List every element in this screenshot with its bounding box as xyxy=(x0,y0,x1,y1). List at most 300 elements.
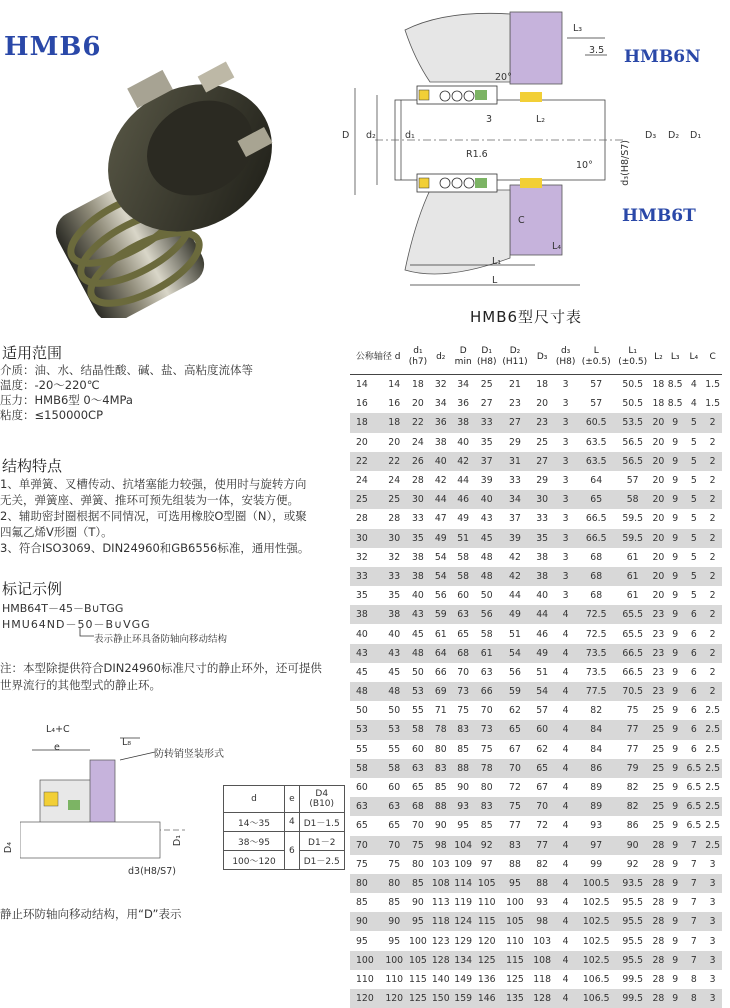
table-cell: 110 xyxy=(385,973,404,985)
table-cell: 3 xyxy=(709,858,716,870)
scope-line: 温度：-20～220℃ xyxy=(0,378,100,392)
table-cell: 58 xyxy=(457,551,470,563)
table-cell: 118 xyxy=(430,912,452,931)
table-cell: 9 xyxy=(666,836,685,855)
table-row xyxy=(350,452,722,471)
table-cell: 54 xyxy=(430,567,452,586)
table-cell: 2 xyxy=(709,590,716,602)
table-cell: 6 xyxy=(690,743,697,755)
table-cell: 6.5 xyxy=(685,797,704,816)
table-cell: 102.5 xyxy=(582,897,610,909)
table-cell: 70 xyxy=(350,836,382,855)
table-cell: 93 xyxy=(536,897,549,909)
table-cell: 8.5 xyxy=(667,379,683,391)
table-cell: 90 xyxy=(457,782,470,794)
table-cell: 100 xyxy=(409,935,427,947)
table-cell: 4 xyxy=(553,912,578,931)
table-cell: 86 xyxy=(626,820,639,832)
table-cell: 68 xyxy=(590,551,603,563)
table-row xyxy=(350,471,722,490)
label-l4-c: L₄+C xyxy=(46,724,70,735)
spec-table-header: C xyxy=(703,340,722,375)
table-cell: 134 xyxy=(452,951,474,970)
table-cell: 35 xyxy=(480,436,493,448)
table-cell: 7 xyxy=(690,858,697,870)
table-cell: 68 xyxy=(452,644,474,663)
table-cell: 2 xyxy=(709,513,716,525)
table-cell: 60 xyxy=(356,782,368,794)
table-cell: 28 xyxy=(411,475,424,487)
features-line: 3、符合ISO3069、DIN24960和GB6556标准，通用性强。 xyxy=(0,541,310,555)
table-cell: 70 xyxy=(382,836,406,855)
table-cell: 72.5 xyxy=(578,605,614,624)
table-cell: 106.5 xyxy=(582,973,610,985)
table-cell: 85 xyxy=(434,782,447,794)
table-row xyxy=(350,529,722,548)
table-cell: 20 xyxy=(652,475,665,487)
table-cell: 55 xyxy=(388,743,401,755)
table-cell: 49 xyxy=(430,529,452,548)
table-cell: 70 xyxy=(411,820,424,832)
table-cell: 50 xyxy=(480,590,493,602)
table-cell: 60.5 xyxy=(578,413,614,432)
table-cell: 64 xyxy=(430,644,452,663)
table-cell: 8.5 xyxy=(667,398,683,410)
table-cell: 50 xyxy=(411,666,424,678)
table-cell: 86 xyxy=(578,759,614,778)
table-cell: 28 xyxy=(652,897,665,909)
table-row xyxy=(350,931,722,950)
table-cell: 50 xyxy=(388,705,401,717)
table-cell: 119 xyxy=(454,897,473,909)
table-row xyxy=(350,989,722,1008)
small-table-cell: 38～95 xyxy=(224,832,285,851)
table-cell: 71 xyxy=(434,705,447,717)
table-cell: 73.5 xyxy=(585,666,607,678)
small-table-cell: 4 xyxy=(285,813,300,832)
table-cell: 77 xyxy=(614,720,650,739)
table-cell: 125 xyxy=(506,973,524,985)
variant-hmb6n: HMB6N xyxy=(624,47,701,67)
table-cell: 3 xyxy=(562,590,569,602)
table-cell: 20 xyxy=(651,567,666,586)
label-3-5: 3.5 xyxy=(589,45,605,56)
table-cell: 95 xyxy=(388,935,401,947)
table-cell: 95.5 xyxy=(622,935,644,947)
table-cell: 55 xyxy=(411,705,424,717)
table-cell: 9 xyxy=(666,413,685,432)
table-row xyxy=(350,586,722,605)
product-photo xyxy=(40,48,290,318)
table-cell: 20 xyxy=(651,490,666,509)
spec-table-header: L₂ xyxy=(651,340,666,375)
table-cell: 118 xyxy=(533,973,551,985)
table-cell: 9 xyxy=(672,782,679,794)
table-cell: 78 xyxy=(430,720,452,739)
table-row xyxy=(350,644,722,663)
table-cell: 18 xyxy=(652,398,665,410)
table-cell: 97 xyxy=(578,836,614,855)
table-cell: 4 xyxy=(553,836,578,855)
table-cell: 66.5 xyxy=(578,529,614,548)
table-cell: 63 xyxy=(350,797,382,816)
table-cell: 48 xyxy=(350,682,382,701)
table-cell: 33 xyxy=(536,513,549,525)
table-cell: 25 xyxy=(480,379,493,391)
table-cell: 9 xyxy=(666,874,685,893)
table-cell: 31 xyxy=(499,452,531,471)
table-row xyxy=(350,836,722,855)
table-cell: 93 xyxy=(590,820,603,832)
table-cell: 80 xyxy=(434,743,447,755)
table-cell: 3 xyxy=(553,490,578,509)
table-cell: 28 xyxy=(651,912,666,931)
spec-table-header: D₂ (H11) xyxy=(499,340,531,375)
table-cell: 20 xyxy=(652,551,665,563)
note-line: 注：本型除提供符合DIN24960标准尺寸的静止环外，还可提供 xyxy=(0,661,322,675)
table-cell: 49 xyxy=(457,513,470,525)
table-cell: 100 xyxy=(506,897,524,909)
table-cell: 2.5 xyxy=(705,743,720,755)
table-cell: 21 xyxy=(509,379,521,391)
table-cell: 23 xyxy=(651,644,666,663)
table-cell: 65.5 xyxy=(622,628,644,640)
table-cell: 51 xyxy=(452,529,474,548)
table-cell: 4 xyxy=(553,874,578,893)
table-cell: 33 xyxy=(382,567,406,586)
table-cell: 53.5 xyxy=(614,413,650,432)
table-cell: 7 xyxy=(690,935,697,947)
features-line: 无关，弹簧座、弹簧、推环可预先组装为一体，安装方便。 xyxy=(0,493,299,507)
table-cell: 93.5 xyxy=(614,874,650,893)
table-cell: 9 xyxy=(666,605,685,624)
table-cell: 50.5 xyxy=(622,398,644,410)
label-10-deg: 10° xyxy=(576,160,593,171)
table-cell: 88 xyxy=(509,858,521,870)
table-cell: 28 xyxy=(356,513,368,525)
table-cell: 4 xyxy=(553,605,578,624)
table-cell: 20 xyxy=(388,436,401,448)
table-cell: 4 xyxy=(562,858,569,870)
table-cell: 6 xyxy=(690,628,697,640)
table-cell: 51 xyxy=(509,628,521,640)
table-cell: 82 xyxy=(590,705,603,717)
table-cell: 3 xyxy=(562,436,569,448)
table-cell: 70.5 xyxy=(614,682,650,701)
table-cell: 9 xyxy=(672,590,679,602)
table-cell: 24 xyxy=(388,475,401,487)
table-row xyxy=(350,682,722,701)
table-cell: 9 xyxy=(666,951,685,970)
table-cell: 33 xyxy=(509,475,521,487)
table-cell: 7 xyxy=(685,836,704,855)
table-cell: 79 xyxy=(614,759,650,778)
table-cell: 30 xyxy=(382,529,406,548)
table-cell: 75 xyxy=(406,836,429,855)
table-cell: 46 xyxy=(452,490,474,509)
table-cell: 6 xyxy=(685,605,704,624)
section-scope-heading: 适用范围 xyxy=(2,344,63,362)
table-cell: 63 xyxy=(382,797,406,816)
table-cell: 42 xyxy=(509,551,521,563)
table-cell: 44 xyxy=(457,475,470,487)
table-cell: 20 xyxy=(652,590,665,602)
table-cell: 59 xyxy=(499,682,531,701)
table-cell: 24 xyxy=(356,475,368,487)
table-cell: 3 xyxy=(562,379,569,391)
table-cell: 43 xyxy=(480,513,493,525)
scope-line: 压力：HMB6型 0～4MPa xyxy=(0,393,133,407)
table-cell: 3 xyxy=(562,513,569,525)
table-cell: 4 xyxy=(562,628,569,640)
table-cell: 9 xyxy=(666,797,685,816)
table-cell: 2.5 xyxy=(703,797,722,816)
table-cell: 38 xyxy=(382,605,406,624)
table-cell: 40 xyxy=(411,590,424,602)
table-cell: 129 xyxy=(454,935,473,947)
table-cell: 65.5 xyxy=(614,605,650,624)
table-cell: 48 xyxy=(382,682,406,701)
table-cell: 4 xyxy=(562,973,569,985)
table-cell: 3 xyxy=(703,989,722,1008)
table-cell: 28 xyxy=(652,973,665,985)
table-cell: 35 xyxy=(388,590,401,602)
table-cell: 90 xyxy=(434,820,447,832)
table-cell: 60 xyxy=(531,720,553,739)
table-cell: 85 xyxy=(388,897,401,909)
table-cell: 18 xyxy=(652,379,665,391)
table-cell: 6 xyxy=(690,666,697,678)
section-features-heading: 结构特点 xyxy=(2,457,63,475)
table-cell: 50.5 xyxy=(622,379,644,391)
label-l2: L₂ xyxy=(536,114,546,125)
table-cell: 2.5 xyxy=(705,820,720,832)
table-cell: 50 xyxy=(356,705,368,717)
table-cell: 35 xyxy=(406,529,429,548)
table-cell: 9 xyxy=(666,644,685,663)
table-cell: 4 xyxy=(562,897,569,909)
table-cell: 3 xyxy=(709,897,716,909)
table-cell: 63 xyxy=(480,666,493,678)
table-row xyxy=(350,375,722,395)
table-cell: 4 xyxy=(553,951,578,970)
table-cell: 89 xyxy=(578,797,614,816)
table-cell: 45 xyxy=(356,666,368,678)
label-D1: D₁ xyxy=(690,130,702,141)
table-cell: 5 xyxy=(690,475,697,487)
table-cell: 6.5 xyxy=(686,782,702,794)
table-row xyxy=(350,624,722,643)
table-cell: 1.5 xyxy=(705,379,720,391)
table-cell: 9 xyxy=(666,682,685,701)
table-row xyxy=(350,893,722,912)
table-cell: 85 xyxy=(356,897,368,909)
table-cell: 9 xyxy=(666,912,685,931)
spec-table-header: d₁ (h7) xyxy=(406,340,429,375)
label-pin-form: 防转销竖装形式 xyxy=(154,749,224,760)
table-row xyxy=(350,394,722,413)
table-cell: 72 xyxy=(509,782,521,794)
table-cell: 25 xyxy=(652,705,665,717)
table-cell: 3 xyxy=(703,951,722,970)
table-cell: 23 xyxy=(651,605,666,624)
table-cell: 9 xyxy=(666,989,685,1008)
table-cell: 6 xyxy=(685,720,704,739)
table-cell: 77 xyxy=(531,836,553,855)
table-cell: 2.5 xyxy=(703,720,722,739)
table-cell: 22 xyxy=(382,452,406,471)
table-cell: 124 xyxy=(452,912,474,931)
table-cell: 9 xyxy=(672,858,679,870)
table-cell: 95.5 xyxy=(622,897,644,909)
table-cell: 53 xyxy=(406,682,429,701)
table-cell: 4 xyxy=(553,720,578,739)
table-cell: 30 xyxy=(406,490,429,509)
table-cell: 95.5 xyxy=(614,951,650,970)
table-cell: 60 xyxy=(457,590,470,602)
table-cell: 54 xyxy=(434,551,447,563)
table-cell: 99 xyxy=(590,858,603,870)
label-3: 3 xyxy=(486,114,493,125)
table-cell: 2.5 xyxy=(703,836,722,855)
label-C: C xyxy=(518,215,525,226)
table-cell: 80 xyxy=(350,874,382,893)
table-cell: 22 xyxy=(406,413,429,432)
table-cell: 85 xyxy=(480,820,493,832)
table-cell: 90 xyxy=(614,836,650,855)
table-cell: 83 xyxy=(499,836,531,855)
table-cell: 8 xyxy=(685,989,704,1008)
table-cell: 57 xyxy=(590,379,603,391)
table-cell: 84 xyxy=(578,720,614,739)
table-cell: 9 xyxy=(666,490,685,509)
table-row xyxy=(350,663,722,682)
table-cell: 42 xyxy=(499,567,531,586)
table-cell: 92 xyxy=(626,858,639,870)
table-cell: 20 xyxy=(356,436,368,448)
table-cell: 128 xyxy=(531,989,553,1008)
table-cell: 40 xyxy=(430,452,452,471)
table-cell: 25 xyxy=(652,820,665,832)
small-table-cell: 6 xyxy=(285,832,300,870)
table-cell: 102.5 xyxy=(578,912,614,931)
table-cell: 65 xyxy=(457,628,470,640)
table-cell: 27 xyxy=(531,452,553,471)
table-row xyxy=(350,759,722,778)
table-cell: 95 xyxy=(406,912,429,931)
table-cell: 95 xyxy=(356,935,368,947)
table-cell: 110 xyxy=(356,973,374,985)
table-cell: 9 xyxy=(666,720,685,739)
table-cell: 61 xyxy=(434,628,447,640)
table-cell: 114 xyxy=(452,874,474,893)
table-cell: 136 xyxy=(477,973,496,985)
table-cell: 56.5 xyxy=(622,436,644,448)
table-cell: 58 xyxy=(452,567,474,586)
table-cell: 61 xyxy=(614,567,650,586)
table-cell: 23 xyxy=(652,628,665,640)
table-cell: 14 xyxy=(356,379,368,391)
table-cell: 109 xyxy=(454,858,473,870)
small-table-cell: D1－1.5 xyxy=(299,813,344,832)
table-cell: 39 xyxy=(499,529,531,548)
table-cell: 68 xyxy=(590,590,603,602)
table-cell: 90 xyxy=(411,897,424,909)
label-l4: L₄ xyxy=(552,241,562,252)
table-cell: 25 xyxy=(350,490,382,509)
table-cell: 73 xyxy=(452,682,474,701)
table-cell: 93 xyxy=(452,797,474,816)
table-cell: 29 xyxy=(509,436,521,448)
table-cell: 20 xyxy=(536,398,549,410)
table-cell: 42 xyxy=(434,475,447,487)
table-cell: 77.5 xyxy=(578,682,614,701)
table-cell: 105 xyxy=(406,951,429,970)
table-row xyxy=(350,740,722,759)
table-cell: 103 xyxy=(431,858,450,870)
table-cell: 125 xyxy=(406,989,429,1008)
table-cell: 125 xyxy=(474,951,499,970)
table-cell: 73 xyxy=(474,720,499,739)
table-cell: 48 xyxy=(474,567,499,586)
table-cell: 68 xyxy=(406,797,429,816)
table-cell: 103 xyxy=(533,935,551,947)
features-line: 四氟乙烯V形圈（T）。 xyxy=(0,525,113,539)
table-cell: 65 xyxy=(356,820,368,832)
table-cell: 95 xyxy=(499,874,531,893)
table-cell: 58 xyxy=(382,759,406,778)
table-cell: 65 xyxy=(531,759,553,778)
table-cell: 83 xyxy=(430,759,452,778)
table-cell: 105 xyxy=(474,874,499,893)
table-cell: 20 xyxy=(651,452,666,471)
table-cell: 48 xyxy=(406,644,429,663)
table-cell: 98 xyxy=(531,912,553,931)
table-cell: 78 xyxy=(474,759,499,778)
table-cell: 84 xyxy=(590,743,603,755)
table-cell: 70 xyxy=(531,797,553,816)
table-cell: 88 xyxy=(452,759,474,778)
table-cell: 67 xyxy=(509,743,521,755)
table-cell: 6 xyxy=(690,705,697,717)
table-row xyxy=(350,855,722,874)
table-cell: 3 xyxy=(553,529,578,548)
table-cell: 25 xyxy=(536,436,549,448)
table-cell: 4 xyxy=(562,705,569,717)
table-cell: 85 xyxy=(406,874,429,893)
table-cell: 5 xyxy=(685,452,704,471)
table-cell: 66 xyxy=(474,682,499,701)
label-d2: d₂ xyxy=(366,130,376,141)
table-cell: 1.5 xyxy=(705,398,720,410)
table-cell: 34 xyxy=(499,490,531,509)
table-cell: 110 xyxy=(477,897,496,909)
table-cell: 7 xyxy=(685,912,704,931)
table-cell: 43 xyxy=(350,644,382,663)
table-cell: 25 xyxy=(651,759,666,778)
table-cell: 2 xyxy=(703,529,722,548)
d4-table xyxy=(223,785,345,870)
features-line: 1、单弹簧、叉槽传动、抗堵塞能力较强，使用时与旋转方向 xyxy=(0,477,307,491)
spec-table-title: HMB6型尺寸表 xyxy=(470,308,583,326)
table-cell: 59.5 xyxy=(614,529,650,548)
table-row xyxy=(350,548,722,567)
table-row xyxy=(350,970,722,989)
table-cell: 5 xyxy=(690,590,697,602)
label-L: L xyxy=(492,275,498,286)
table-cell: 4 xyxy=(562,666,569,678)
table-cell: 120 xyxy=(382,989,406,1008)
